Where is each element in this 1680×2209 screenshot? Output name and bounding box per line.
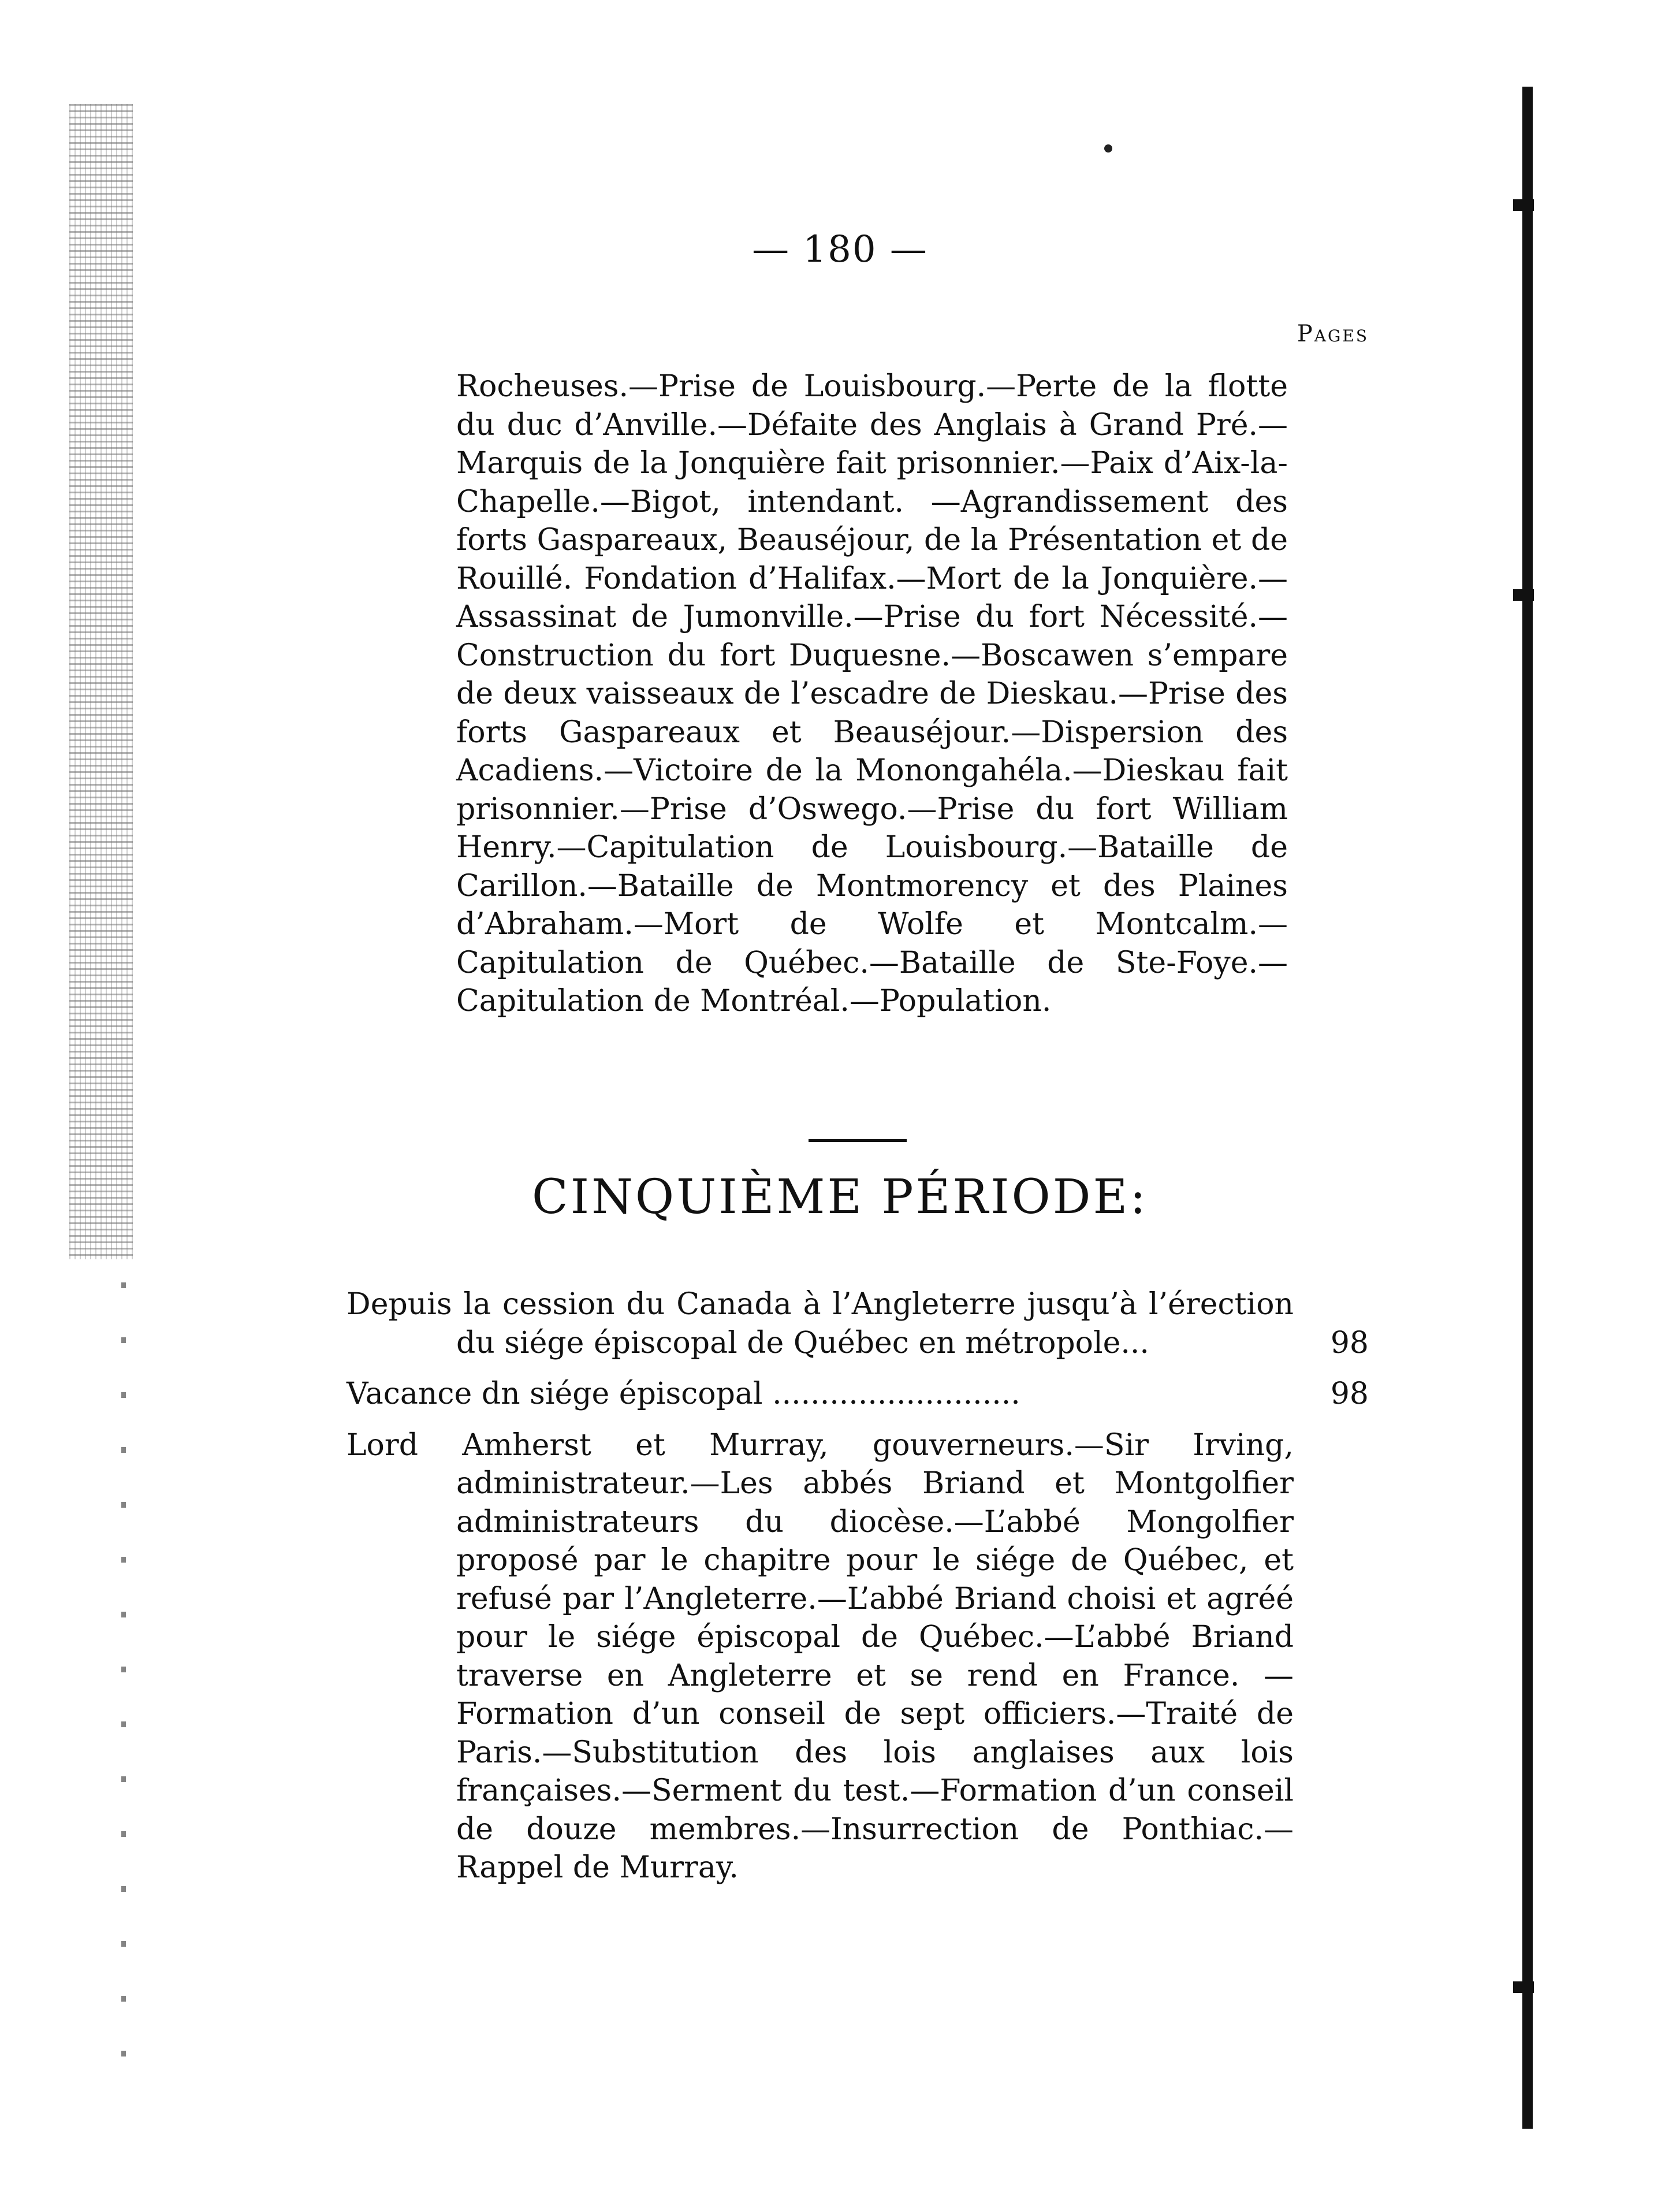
toc-entry-page: 98	[1330, 1377, 1369, 1411]
toc-entry-text: Depuis la cession du Canada à l’Angleterre jusqu’à l’érection du siége épiscopal de Québec en métropole...	[347, 1287, 1294, 1360]
toc-entry-text: Lord Amherst et Murray, gouverneurs.—Sir Irving, administrateur.—Les abbés Briand et Montgolfier administrateurs du diocèse.—L’abbé Mongolfier proposé par le chapitre pour le siége de Québec, et refusé par l’Angleterre.—L’abbé Briand choisi et agréé pour le siége épiscopal de Québec.—L’abbé Briand traverse en Angleterre et se rend en France. —Formation d’un conseil de sept officiers.—Traité de Paris.—Substitution des lois anglaises aux lois françaises.—Serment du test.—Formation d’un conseil de douze membres.—Insurrection de Ponthiac.—Rappel de Murray.	[347, 1427, 1294, 1885]
toc-list	[347, 1285, 1369, 1900]
section-title: CINQUIÈME PÉRIODE:	[532, 1170, 1148, 1225]
scan-edge-noise	[69, 104, 133, 1259]
binding-notch	[1513, 199, 1534, 211]
toc-entry	[347, 1375, 1369, 1414]
toc-entry	[347, 1426, 1369, 1887]
toc-entry-text: Vacance dn siége épiscopal ..........................	[347, 1377, 1020, 1411]
continuation-paragraph: Rocheuses.—Prise de Louisbourg.—Perte de la flotte du duc d’Anville.—Défaite des Anglais à Grand Pré.—Marquis de la Jonquière fait prisonnier.—Paix d’Aix-la-Chapelle.—Bigot, intendant. —Agrandissement des forts Gaspareaux, Beauséjour, de la Présentation et de Rouillé. Fondation d’Halifax.—Mort de la Jonquière.—Assassinat de Jumonville.—Prise du fort Nécessité.—Construction du fort Duquesne.—Boscawen s’empare de deux vaisseaux de l’escadre de Dieskau.—Prise des forts Gaspareaux et Beauséjour.—Dispersion des Acadiens.—Victoire de la Monongahéla.—Dieskau fait prisonnier.—Prise d’Oswego.—Prise du fort William Henry.—Capitulation de Louisbourg.—Bataille de Carillon.—Bataille de Montmorency et des Plaines d’Abraham.—Mort de Wolfe et Montcalm.—Capitulation de Québec.—Bataille de Ste-Foye.—Capitulation de Montréal.—Population.	[456, 369, 1288, 1018]
scan-speck	[1104, 144, 1112, 153]
toc-entry-page: 98	[1330, 1325, 1369, 1360]
binding-notch	[1513, 589, 1534, 601]
page-number: — 180 —	[752, 228, 928, 271]
binding-notch	[1513, 1981, 1534, 1993]
toc-entry	[347, 1285, 1369, 1362]
section-divider	[809, 1139, 907, 1142]
binding-edge	[1522, 87, 1533, 2129]
pages-column-label: Pages	[1297, 321, 1369, 347]
scan-edge-ticks	[121, 1282, 126, 2062]
